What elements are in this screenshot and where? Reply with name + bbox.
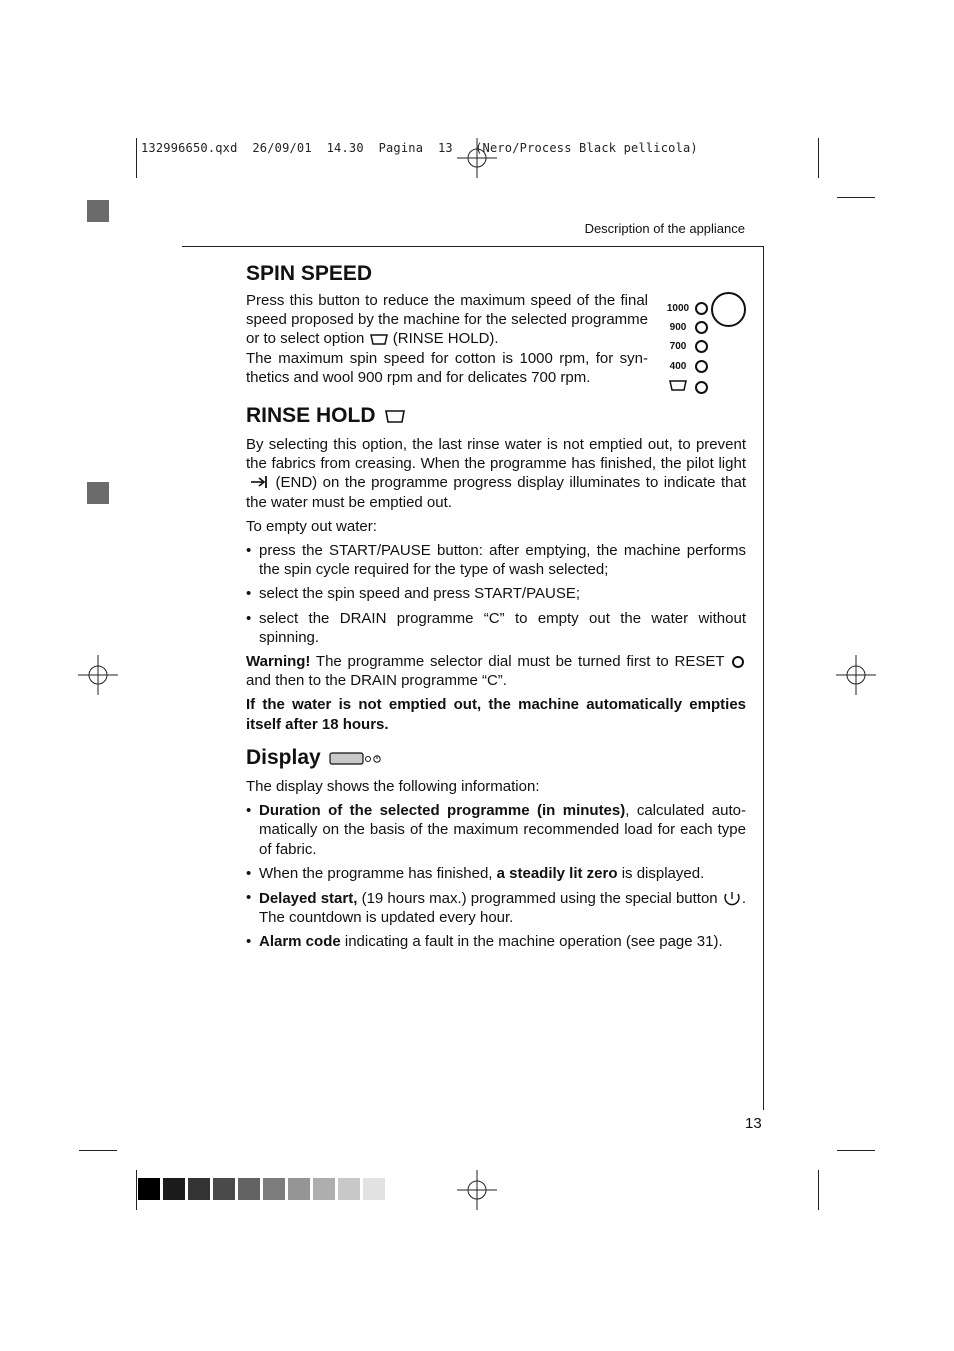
spin-led-icon bbox=[695, 360, 708, 373]
spin-led-icon bbox=[695, 321, 708, 334]
margin-rule bbox=[763, 246, 764, 1110]
list-item: • Duration of the selected programme (in minutes), calculated auto-matically on the basis of the maximum recommended load for each type of fabric. bbox=[246, 802, 746, 858]
spin-label: 900 bbox=[669, 322, 687, 333]
arrow-to-line-icon bbox=[246, 474, 270, 490]
crop-mark bbox=[837, 197, 875, 198]
spin-label: 1000 bbox=[666, 303, 690, 314]
tub-icon bbox=[384, 408, 406, 424]
section-tab-marker bbox=[87, 482, 109, 504]
print-color-bar bbox=[138, 1178, 385, 1200]
color-swatch bbox=[338, 1178, 360, 1200]
registration-mark-icon bbox=[78, 655, 118, 695]
color-swatch bbox=[263, 1178, 285, 1200]
display-heading: Display bbox=[246, 745, 746, 771]
color-swatch bbox=[288, 1178, 310, 1200]
list-item: • Delayed start, (19 hours max.) programmed using the special button . The countdown is updated every hour. bbox=[246, 889, 747, 927]
tub-icon bbox=[668, 379, 688, 392]
page-number: 13 bbox=[745, 1115, 762, 1132]
tub-icon bbox=[369, 332, 389, 346]
spin-speed-paragraph-2: The maximum spin speed for cotton is 1000 rpm, for syn-thetics and wool 900 rpm and for delicates 700 rpm. bbox=[246, 349, 648, 386]
list-item: • Alarm code indicating a fault in the machine operation (see page 31). bbox=[246, 933, 723, 951]
print-slug: 132996650.qxd 26/09/01 14.30 Pagina 13 (Nero/Process Black pellicola) bbox=[141, 141, 698, 155]
color-swatch bbox=[213, 1178, 235, 1200]
list-item: • When the programme has finished, a steadily lit zero is displayed. bbox=[246, 864, 705, 882]
spin-led-icon bbox=[695, 302, 708, 315]
clock-button-icon bbox=[722, 888, 742, 906]
spin-speed-panel bbox=[664, 290, 748, 400]
color-swatch bbox=[238, 1178, 260, 1200]
crop-mark bbox=[837, 1150, 875, 1151]
display-icon bbox=[329, 750, 383, 766]
crop-mark bbox=[818, 1170, 819, 1210]
list-item: • press the START/PAUSE button: after emptying, the machine performs the spin cycle required for the type of wash selected; bbox=[246, 542, 746, 579]
color-swatch bbox=[313, 1178, 335, 1200]
crop-mark bbox=[136, 1170, 137, 1210]
rinse-hold-paragraph-2: To empty out water: bbox=[246, 517, 377, 535]
spin-label: 400 bbox=[669, 361, 687, 372]
spin-led-icon bbox=[695, 381, 708, 394]
registration-mark-icon bbox=[457, 138, 497, 178]
color-swatch bbox=[138, 1178, 160, 1200]
spin-speed-button-icon bbox=[711, 292, 746, 327]
registration-mark-icon bbox=[836, 655, 876, 695]
color-swatch bbox=[363, 1178, 385, 1200]
crop-mark bbox=[79, 1150, 117, 1151]
header-rule bbox=[182, 246, 764, 247]
display-intro: The display shows the following information: bbox=[246, 778, 540, 795]
crop-mark bbox=[818, 138, 819, 178]
list-item: • select the DRAIN programme “C” to empty out the water without spinning. bbox=[246, 609, 746, 646]
color-swatch bbox=[188, 1178, 210, 1200]
spin-led-icon bbox=[695, 340, 708, 353]
spin-label: 700 bbox=[669, 341, 687, 352]
running-header: Description of the appliance bbox=[584, 221, 745, 236]
crop-mark bbox=[136, 138, 137, 178]
display-section bbox=[246, 745, 746, 952]
section-tab-marker bbox=[87, 200, 109, 222]
registration-mark-icon bbox=[457, 1170, 497, 1210]
warning-paragraph: Warning! The programme selector dial must be turned first to RESET and then to the DRAIN programme “C”. bbox=[246, 652, 746, 690]
rinse-hold-paragraph-1: By selecting this option, the last rinse water is not emptied out, to prevent the fabrics from creasing. When the programme has finished, the pilot light (END) on the programme progress display illuminates to indicate that the water must be emptied out. bbox=[246, 436, 746, 511]
rinse-hold-heading: RINSE HOLD bbox=[246, 403, 746, 429]
color-swatch bbox=[163, 1178, 185, 1200]
spin-speed-section bbox=[246, 261, 648, 387]
spin-speed-heading: SPIN SPEED bbox=[246, 262, 373, 285]
circle-icon bbox=[730, 655, 746, 669]
spin-speed-paragraph-1: Press this button to reduce the maximum speed of the final speed proposed by the machine for the selected programme or to select option (RINSE HOLD). bbox=[246, 292, 648, 348]
list-item: • select the spin speed and press START/PAUSE; bbox=[246, 585, 580, 603]
auto-drain-note: If the water is not emptied out, the machine automatically empties itself after 18 hours. bbox=[246, 696, 746, 733]
rinse-hold-section bbox=[246, 403, 746, 734]
